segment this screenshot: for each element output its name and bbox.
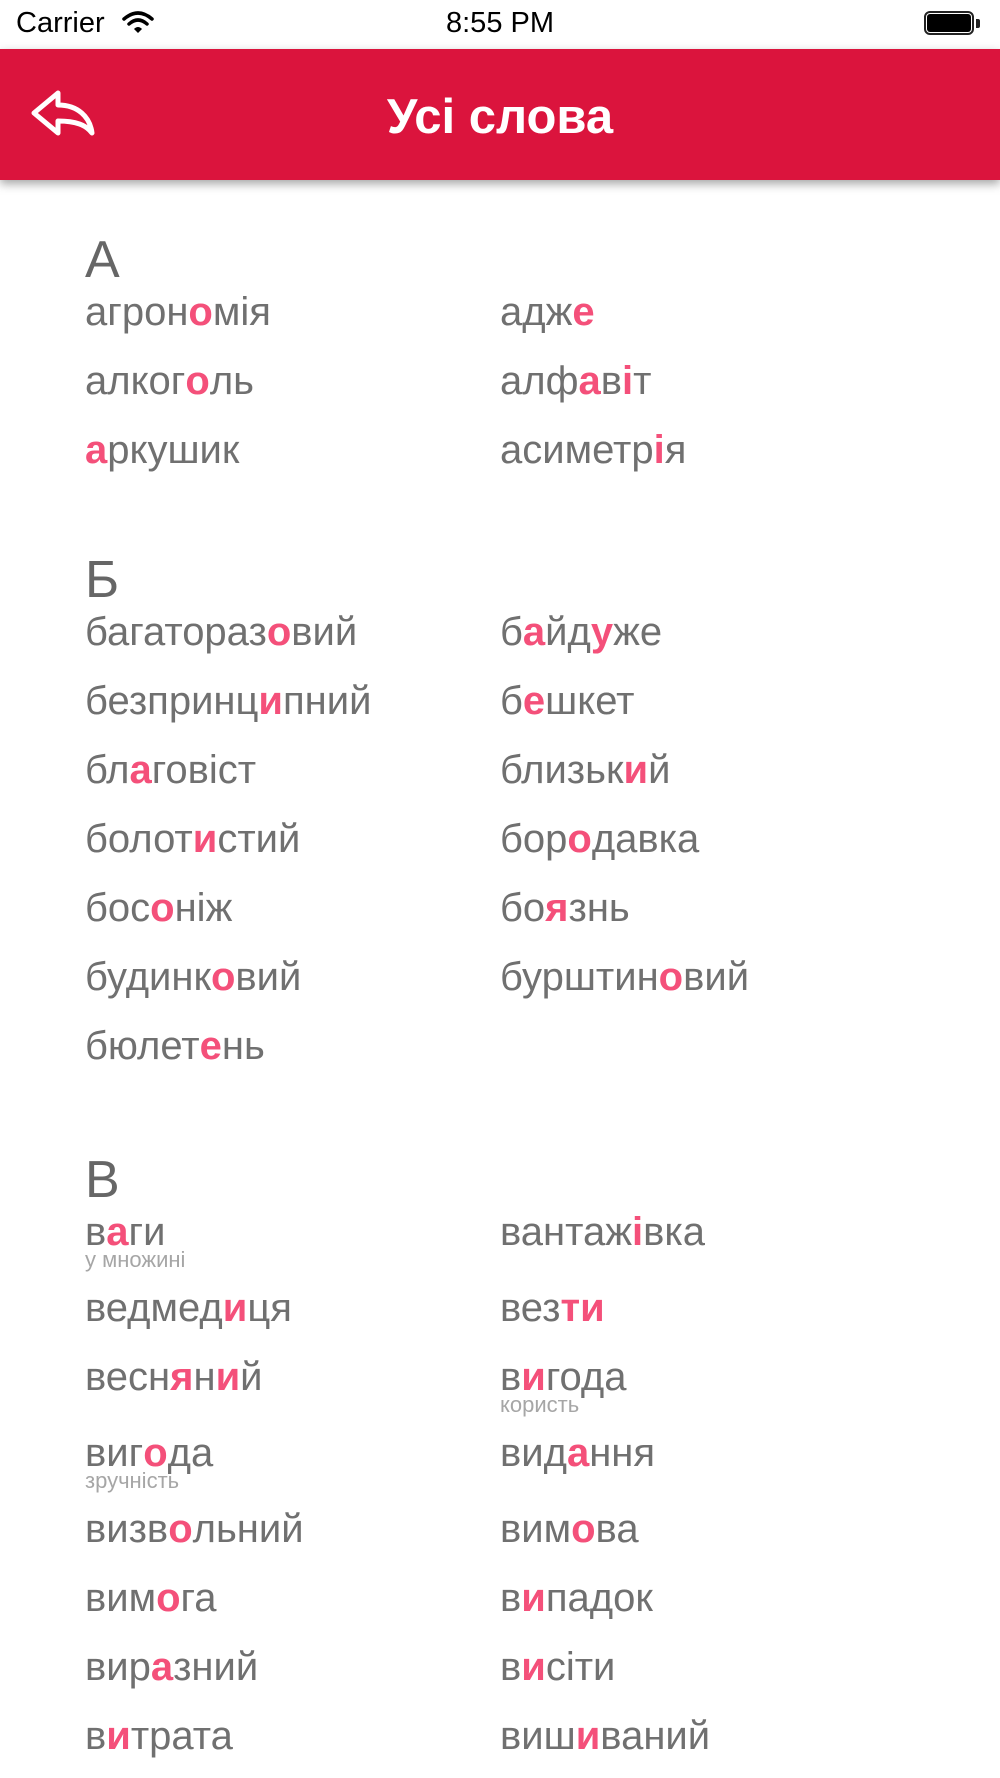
word-part: н <box>193 1355 216 1399</box>
word-part: вез <box>500 1286 561 1330</box>
word-part: бор <box>500 817 568 861</box>
word-part: знь <box>568 886 630 930</box>
word-part: ця <box>247 1286 292 1330</box>
word-item[interactable] <box>500 1574 915 1643</box>
word-item[interactable] <box>500 815 915 884</box>
stressed-letter: и <box>521 1645 546 1689</box>
word-part: в <box>500 1645 522 1689</box>
stressed-letter: а <box>106 1210 129 1254</box>
word-part: в <box>85 1714 107 1758</box>
word-item[interactable] <box>85 677 500 746</box>
navigation-bar <box>0 49 1000 180</box>
word-grid <box>85 608 915 1091</box>
word-part: трата <box>130 1714 233 1758</box>
word-text <box>85 1505 500 1553</box>
word-list <box>0 180 1000 1778</box>
word-part: бо <box>500 886 546 930</box>
word-item[interactable] <box>500 1429 915 1505</box>
status-time: 8:55 PM <box>446 7 554 39</box>
word-item[interactable] <box>85 426 500 495</box>
word-part: вий <box>291 610 358 654</box>
back-arrow-icon <box>24 81 104 145</box>
word-part: зний <box>173 1645 259 1689</box>
stressed-letter: и <box>575 1714 601 1758</box>
word-text <box>85 884 500 932</box>
word-part: сіти <box>545 1645 616 1689</box>
word-item[interactable] <box>85 1574 500 1643</box>
word-text <box>500 815 915 863</box>
stressed-letter: а <box>129 748 152 792</box>
word-item[interactable] <box>500 1712 915 1778</box>
word-part: визв <box>85 1507 169 1551</box>
word-item[interactable] <box>500 884 915 953</box>
stressed-letter: о <box>185 359 210 403</box>
word-item[interactable] <box>85 1353 500 1429</box>
word-text <box>500 288 915 336</box>
word-text <box>85 953 500 1001</box>
stressed-letter: а <box>522 610 546 654</box>
word-text <box>85 815 500 863</box>
word-part: давка <box>591 817 700 861</box>
word-part: бурштин <box>500 955 659 999</box>
back-button[interactable] <box>24 81 104 145</box>
word-text <box>85 426 500 474</box>
word-part: бл <box>85 748 130 792</box>
word-item[interactable] <box>500 1353 915 1429</box>
stressed-letter: о <box>150 886 175 930</box>
word-item[interactable] <box>85 815 500 884</box>
word-section <box>85 1152 915 1778</box>
word-text <box>500 1284 915 1332</box>
stressed-letter: и <box>258 679 284 723</box>
word-text <box>85 677 500 725</box>
word-text <box>85 357 500 405</box>
stressed-letter: о <box>188 290 213 334</box>
word-grid <box>85 288 915 495</box>
word-part: близьк <box>500 748 624 792</box>
word-part: виг <box>85 1431 144 1475</box>
status-bar <box>0 0 1000 49</box>
word-part: вий <box>235 955 302 999</box>
word-part: б <box>500 679 523 723</box>
word-text <box>85 608 500 656</box>
word-part: вим <box>85 1576 157 1620</box>
word-part: весн <box>85 1355 171 1399</box>
word-item[interactable] <box>85 357 500 426</box>
word-part: вантаж <box>500 1210 633 1254</box>
battery-icon <box>924 11 982 37</box>
word-part: года <box>545 1355 627 1399</box>
word-part: ркушик <box>107 428 240 472</box>
word-item[interactable] <box>85 953 500 1022</box>
stressed-letter: і <box>653 428 665 472</box>
word-part: ль <box>209 359 254 403</box>
word-part: ги <box>128 1210 166 1254</box>
stressed-letter: о <box>571 1507 596 1551</box>
word-text <box>500 426 915 474</box>
word-text <box>500 746 915 794</box>
stressed-letter: е <box>199 1024 222 1068</box>
stressed-letter: е <box>572 290 595 334</box>
stressed-letter: е <box>522 679 546 723</box>
word-item[interactable] <box>500 1284 915 1353</box>
word-part: йд <box>545 610 591 654</box>
word-part: ння <box>589 1431 656 1475</box>
word-part: в <box>500 1576 522 1620</box>
word-text <box>85 746 500 794</box>
word-text <box>85 1022 500 1070</box>
stressed-letter: о <box>168 1507 193 1551</box>
word-part: ніж <box>174 886 233 930</box>
word-item[interactable] <box>500 288 915 357</box>
stressed-letter: и <box>623 748 649 792</box>
word-part: бюлет <box>85 1024 200 1068</box>
stressed-letter: і <box>632 1210 644 1254</box>
word-text <box>500 1429 915 1477</box>
word-item[interactable] <box>85 1284 500 1353</box>
stressed-letter: о <box>266 610 292 654</box>
word-text <box>500 953 915 1001</box>
word-item[interactable] <box>85 1208 500 1284</box>
word-part: вир <box>85 1645 151 1689</box>
section-letter: Б <box>85 551 120 609</box>
word-item[interactable] <box>500 357 915 426</box>
word-item[interactable] <box>500 1505 915 1574</box>
stressed-letter: у <box>590 610 614 654</box>
stressed-letter: а <box>566 1431 590 1475</box>
word-item[interactable] <box>85 1022 500 1091</box>
word-part: т <box>633 359 652 403</box>
word-text <box>85 1643 500 1691</box>
stressed-letter: и <box>106 1714 131 1758</box>
section-letter: А <box>85 231 120 289</box>
word-part: вим <box>500 1507 572 1551</box>
stressed-letter: и <box>222 1286 248 1330</box>
word-part: вид <box>500 1431 567 1475</box>
word-text <box>500 1574 915 1622</box>
word-part: вий <box>683 955 750 999</box>
stressed-letter: о <box>210 955 236 999</box>
stressed-letter: и <box>521 1576 546 1620</box>
stressed-letter: а <box>150 1645 174 1689</box>
word-part: б <box>500 610 523 654</box>
stressed-letter: а <box>85 428 108 472</box>
word-text <box>500 608 915 656</box>
word-text <box>500 1643 915 1691</box>
word-part: в <box>85 1210 107 1254</box>
word-text <box>500 357 915 405</box>
carrier-label: Carrier <box>16 7 105 39</box>
word-item[interactable] <box>500 1208 915 1284</box>
word-text <box>85 1712 500 1760</box>
word-part: стий <box>217 817 301 861</box>
stressed-letter: о <box>156 1576 181 1620</box>
word-item[interactable] <box>500 426 915 495</box>
word-part: я <box>664 428 687 472</box>
word-text <box>85 1353 500 1401</box>
word-part: адж <box>500 290 573 334</box>
word-text <box>500 884 915 932</box>
word-item[interactable] <box>85 608 500 677</box>
word-part: виш <box>500 1714 576 1758</box>
word-note: зручність <box>85 1468 180 1493</box>
word-part: же <box>613 610 663 654</box>
stressed-letter: о <box>567 817 592 861</box>
word-section <box>85 232 915 495</box>
word-text <box>500 1505 915 1553</box>
word-part: шкет <box>545 679 635 723</box>
page-title: Усі слова <box>386 90 614 144</box>
word-part: агрон <box>85 290 189 334</box>
word-part: ваний <box>600 1714 711 1758</box>
word-item[interactable] <box>85 884 500 953</box>
stressed-letter: о <box>143 1431 168 1475</box>
stressed-letter: и <box>215 1355 241 1399</box>
word-part: льний <box>192 1507 304 1551</box>
word-grid <box>85 1208 915 1778</box>
stressed-letter: я <box>545 886 569 930</box>
word-part: алф <box>500 359 579 403</box>
word-part: ведмед <box>85 1286 223 1330</box>
word-item[interactable] <box>85 1505 500 1574</box>
stressed-letter: я <box>170 1355 194 1399</box>
stressed-letter: а <box>578 359 601 403</box>
word-section <box>85 552 915 1091</box>
word-item[interactable] <box>85 1712 500 1778</box>
word-part: й <box>240 1355 263 1399</box>
word-part: нь <box>221 1024 265 1068</box>
word-item[interactable] <box>85 288 500 357</box>
word-part: га <box>180 1576 217 1620</box>
word-item[interactable] <box>500 608 915 677</box>
stressed-letter: и <box>192 817 218 861</box>
word-item[interactable] <box>500 677 915 746</box>
word-part: ва <box>595 1507 639 1551</box>
word-text <box>500 1712 915 1760</box>
stressed-letter: ти <box>560 1286 605 1330</box>
word-part: пний <box>283 679 372 723</box>
section-letter: В <box>85 1151 120 1209</box>
word-text <box>500 677 915 725</box>
word-part: бос <box>85 886 151 930</box>
word-part: багатораз <box>85 610 267 654</box>
word-item[interactable] <box>85 1429 500 1505</box>
word-item[interactable] <box>500 953 915 1022</box>
stressed-letter: о <box>658 955 684 999</box>
word-part: падок <box>545 1576 653 1620</box>
word-note: користь <box>500 1392 580 1417</box>
word-part: алког <box>85 359 186 403</box>
stressed-letter: і <box>622 359 634 403</box>
word-text <box>85 1574 500 1622</box>
word-item[interactable] <box>500 1643 915 1712</box>
stressed-letter: и <box>521 1355 546 1399</box>
word-part: асиметр <box>500 428 654 472</box>
word-item[interactable] <box>85 746 500 815</box>
word-part: вка <box>643 1210 706 1254</box>
word-part: в <box>500 1355 522 1399</box>
word-part: мія <box>212 290 271 334</box>
word-item[interactable] <box>500 746 915 815</box>
word-part: говіст <box>151 748 257 792</box>
word-note: у множині <box>85 1247 186 1272</box>
word-item[interactable] <box>85 1643 500 1712</box>
word-text <box>85 288 500 336</box>
word-text <box>500 1208 915 1256</box>
word-part: й <box>648 748 671 792</box>
word-part: да <box>167 1431 214 1475</box>
word-part: будинк <box>85 955 211 999</box>
word-part: безпринц <box>85 679 259 723</box>
word-part: в <box>600 359 622 403</box>
word-part: болот <box>85 817 193 861</box>
word-text <box>85 1284 500 1332</box>
